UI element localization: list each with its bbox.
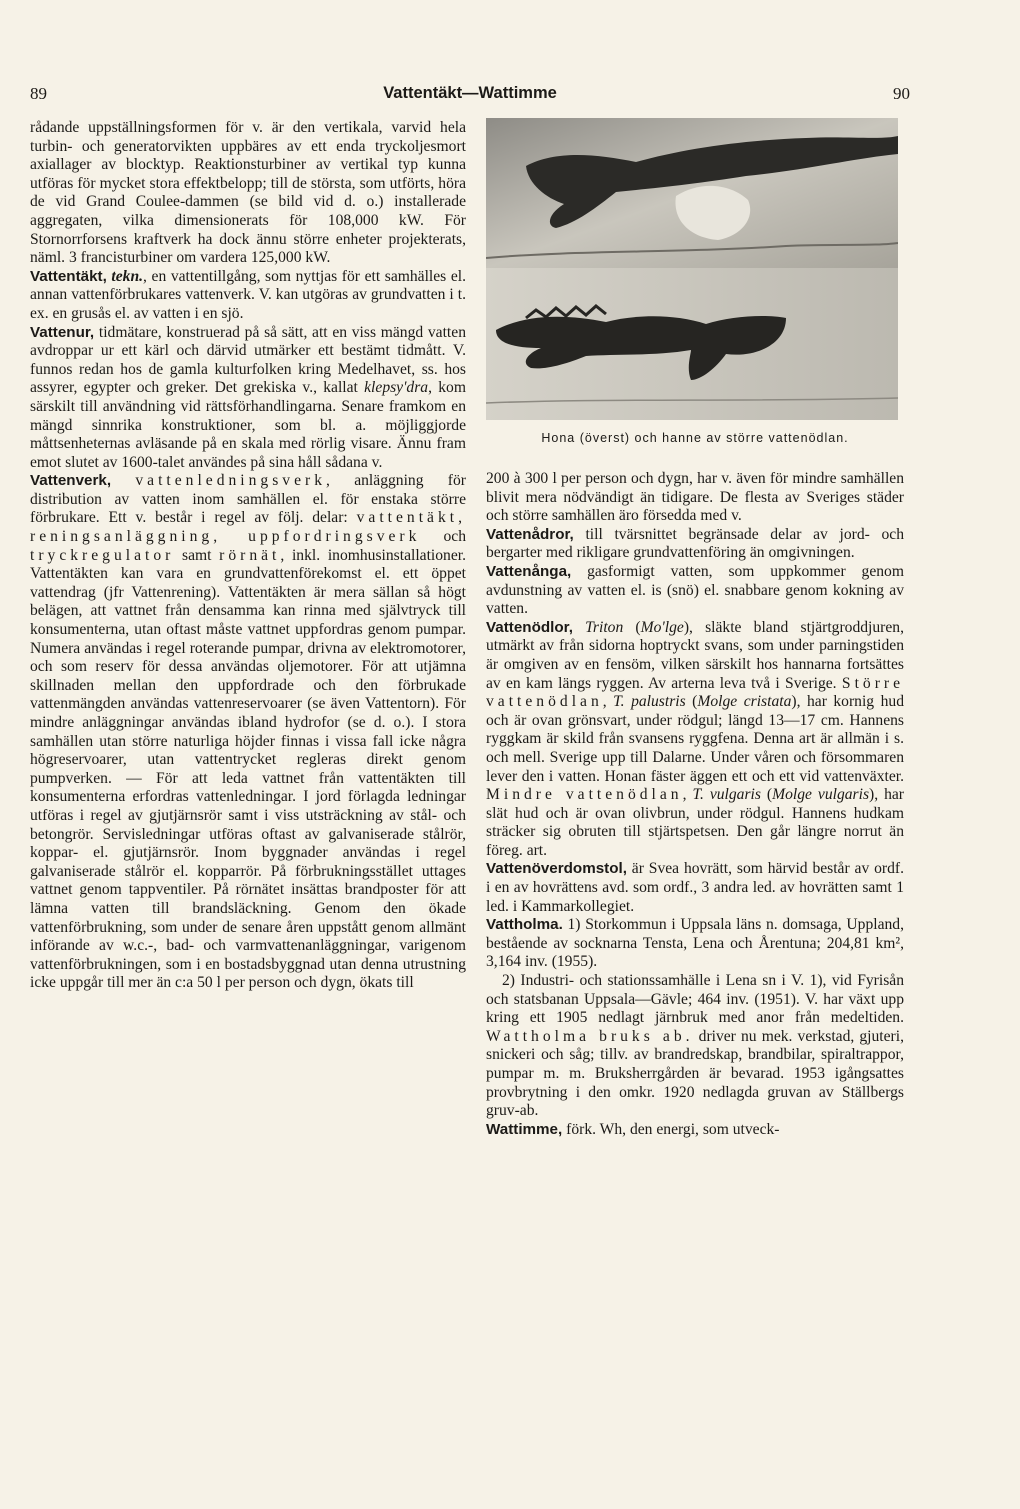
entry-vattenoverdomstol (486, 860, 904, 916)
entry-text: är Svea hovrätt, som härvid består av ordf. i en av hovrättens avd. som ordf., 3 andra led. av hovrätten samt 1 led. i Kammarkollegiet. (486, 860, 904, 915)
entry-text: och (420, 528, 466, 546)
paragraph-turbines: rådande uppställningsformen för v. är den vertikala, varvid hela turbin- och generatorvikten uppbäres av ett enda tryckoljesmort axiallager av blocktyp. Reaktionsturbiner av vertikal typ kunna utföras för mycket stora effektbelopp; till de största, som utförts, höra de vid Grand Coulee-dammen (se bild vid d. o.) installerade aggregaten, vilka dimensionerats för 108,000 kW. För Stornorrforsens kraftverk ha dock ännu större enheter projekterats, näml. 3 francisturbiner om vardera 125,000 kW. (30, 119, 466, 267)
entry-vattentakt (30, 268, 466, 324)
entry-italic: Molge cristata (697, 693, 792, 711)
entry-italic: Triton (585, 618, 624, 636)
spaced-term: Wattholma bruks ab. (486, 1027, 694, 1045)
entry-text: gasformigt vatten, som uppkommer genom avdunstning av vatten el. is (snö) el. snabbare genom kokning av vatten. (486, 562, 904, 618)
entry-wattimme (486, 1121, 904, 1140)
entry-term: Vattenur, (30, 323, 95, 341)
entry-term: Wattimme, (486, 1120, 563, 1138)
entry-vattenverk (30, 472, 466, 993)
entry-term: Vattenånga, (486, 562, 572, 580)
entry-term: Vattenöverdomstol, (486, 860, 627, 878)
entry-term: Vattenverk, (30, 472, 112, 490)
entry-text: ), släkte bland stjärtgroddjuren, utmärkt av från sidorna hoptryckt svans, som under parningstiden är omgiven av en fensöm, vilken särskilt hos hannarna fortsättes av en kam längs ryggen. Av arterna leva två i Sverige. (486, 618, 904, 692)
right-column (486, 470, 904, 1139)
entry-text: , anläggning för distribution av vatten inom samhällen el. för enstaka större förbrukare. Ett v. består i regel av följ. delar: (30, 472, 466, 527)
paragraph-continued: 200 à 300 l per person och dygn, har v. även för mindre samhällen blivit mera nödvändigt än tidigare. De flesta av Sveriges städer och större samhällen äro försedda med v. (486, 470, 904, 525)
entry-italic: T. vulgaris (692, 786, 761, 804)
entry-text: , (682, 786, 693, 804)
entry-vattenanga (486, 563, 904, 619)
entry-text: ), har slät hud och är ovan olivbrun, under rödgul. Hannens hudkam sträcker sig obruten till stjärtspetsen. Den går längre norrut än föreg. art. (486, 786, 904, 859)
entry-text: , kom särskilt till användning vid rättsförhandlingarna. Senare framkom en mängd sinnrika konstruktioner, som bl. a. möjliggjorde måttsenheternas avläsande på en skala med rörlig visare. Ännu fram emot slutet av 1600-talet användes på sina håll sådana v. (30, 379, 466, 471)
spaced-term: Större vattenödlan (486, 674, 904, 711)
entry-text: till tvärsnittet begränsade delar av jord- och bergarter med rikligare grundvattenföring än omgivningen. (486, 525, 904, 562)
entry-text: driver nu mek. verkstad, gjuteri, snickeri och såg; tillv. av brandredskap, brandbilar, spiraltrappor, pumpar m. m. Bruksherrgården är bevarad. 1953 igångsattes provbrytning i den omkr. 1920 nedlagda gruvan av Ställbergs gruv-ab. (486, 1027, 904, 1120)
spaced-term: Mindre vattenödlan (486, 786, 683, 804)
entry-vattholma (486, 916, 904, 972)
spaced-term: vattenledningsverk (135, 472, 327, 490)
entry-text: 1) Storkommun i Uppsala läns n. domsaga, Uppland, bestående av socknarna Tensta, Lena och Årentuna; 204,81 km², 3,164 inv. (1955). (486, 916, 904, 971)
entry-text: , (602, 693, 614, 711)
entry-vattenur (30, 324, 466, 473)
entry-italic: T. palustris (613, 693, 686, 711)
figure-caption: Hona (överst) och hanne av större vattenödlan. (541, 431, 849, 445)
running-title: Vattentäkt—Wattimme (383, 84, 557, 102)
spaced-term: tryckregulator (30, 546, 175, 564)
newt-illustration (486, 118, 898, 420)
page-header (30, 84, 910, 108)
page-number-left: 89 (30, 84, 47, 103)
entry-text: tidmätare, konstruerad på så sätt, att en viss mängd vatten avdroppar ur ett kärl och därvid utmärker ett bestämt tidmått. V. funnos redan hos de gamla kulturfolken kring Medelhavet, ss. hos assyrer, egypter och greker. Det grekiska v., kallat (30, 323, 466, 397)
entry-text: , inkl. inomhusinstallationer. Vattentäkten kan vara en grundvattenförekomst el. ett öppet vattendrag (jfr Vattenrening). Vattentäkten är mera sällan så högt belägen, att vattnet från densamma kan rinna med självtryck till konsumenterna, utan oftast måste vattnet uppfordras genom pumpar. Numera användas i regel roterande pumpar, drivna av elektromotorer, och som reserv för dessa användas oljemotorer. För att utjämna skillnaden mellan den uppfordrade och den förbrukade vattenmängden användas vattenreservoarer (se även Vattentorn). För mindre anläggningar användas ibland hydrofor (se d. o.). I stora samhällen utan större naturliga höjder finnas i vissa fall icke några högreservoarer, utan vattentrycket regleras direkt genom pumpverken. — För att leda vattnet från vattentäkten till konsumenterna erfordras vattenledningar. I jord förlagda ledningar utföras i regel av gjutjärnsrör samt i viss utsträckning av stål- och betongrör. Servisledningar utföras oftast av galvaniserade stålrör, koppar- el. gjutjärnsrör. Inom byggnader användas i regel galvaniserade stålrör el. kopparrör. På förbrukningsstället uttages vattnet genom tappventiler. På rörnätet insättas brandposter för att lämna vatten till brandsläckning. Genom den ökade vattenförbrukning, som under de senare åren uppstått genom allmänt införande av w.c.-, bad- och varmvattenanläggningar, varigenom vattenförbrukningen, som i en bostadsbyggnad utan denna utrustning icke uppgår till mer än c:a 50 l per person och dygn, ökats till (30, 546, 466, 992)
entry-vattenodlor (486, 619, 904, 861)
spaced-term: vattentäkt, reningsanläggning, uppfordringsverk (30, 509, 466, 546)
entry-italic: klepsy'dra (364, 379, 429, 397)
subject-abbr: tekn. (111, 267, 144, 285)
entry-term: Vattenödlor, (486, 618, 573, 636)
entry-text: , en vattentillgång, som nyttjas för ett samhälles el. annan vattenförbrukares vattenverk. V. kan utgöras av grundvatten i t. ex. en grusås el. av vatten i en sjö. (30, 267, 466, 322)
left-column (30, 119, 466, 993)
page-number-right: 90 (893, 84, 910, 103)
newt-photo (486, 118, 898, 420)
entry-text: ), har kornig hud och är ovan grönsvart, under rödgul; längd 13—17 cm. Hannens ryggkam är skild från svansens ryggfena. Denna art är allmän i s. och mell. Sverige upp till Dalarne. Under våren och försommaren lever den i vatten. Honan fäster äggen ett och ett vid vattenväxter. (486, 693, 904, 785)
entry-vattholma-2 (486, 972, 904, 1121)
entry-text: ( (623, 618, 641, 636)
entry-text: ( (760, 786, 773, 804)
entry-term: Vattholma. (486, 916, 563, 934)
entry-text: 2) Industri- och stationssamhälle i Lena sn i V. 1), vid Fyrisån och statsbanan Uppsala—Gävle; 464 inv. (1951). V. har växt upp kring ett 1905 nedlagt järnbruk med anor från medeltiden. (486, 972, 904, 1027)
entry-text: samt (174, 546, 220, 564)
entry-text: ( (685, 693, 698, 711)
entry-term: Vattentäkt, (30, 267, 107, 285)
spaced-term: rörnät (219, 546, 281, 564)
entry-italic: Mo'lge (640, 618, 684, 636)
entry-vattenadror (486, 526, 904, 563)
entry-text: förk. Wh, den energi, som utveck- (562, 1120, 780, 1138)
entry-term: Vattenådror, (486, 525, 574, 543)
entry-italic: Molge vulgaris (772, 786, 870, 804)
